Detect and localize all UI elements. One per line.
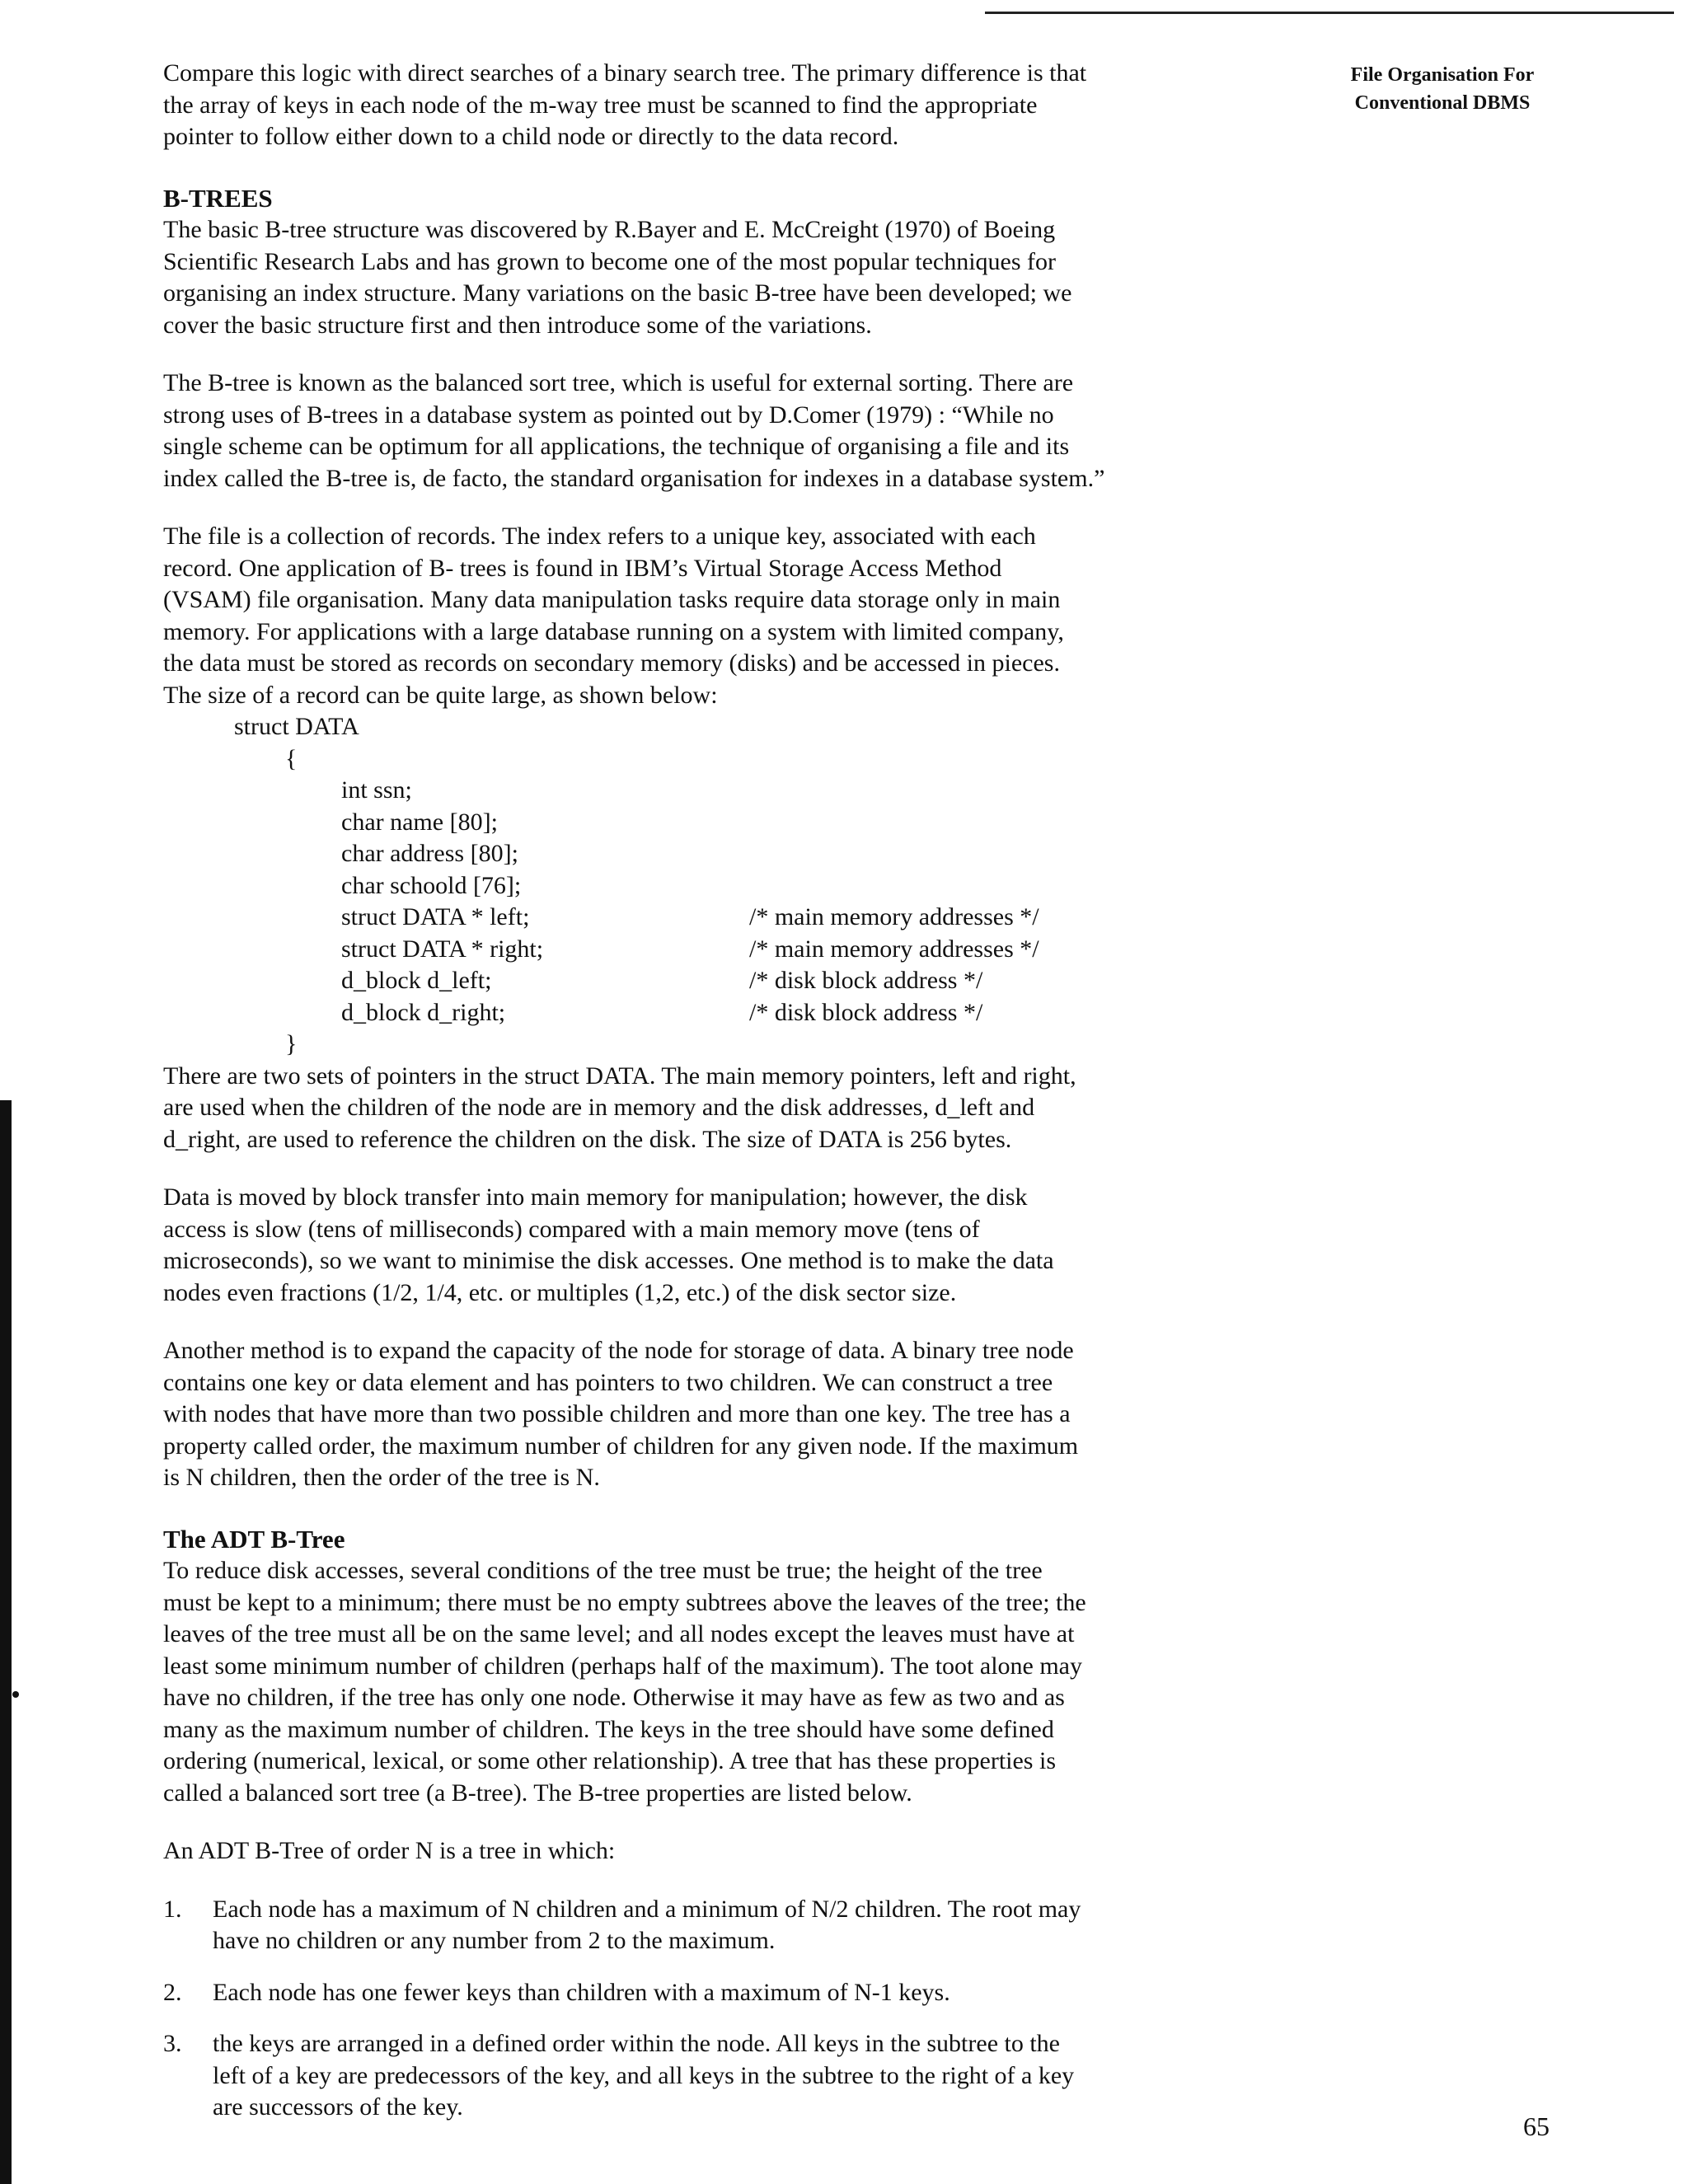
text-line: memory. For applications with a large database running on a system with limited company, (163, 617, 1064, 645)
btree-properties-list (163, 1894, 1218, 2124)
text-line: To reduce disk accesses, several conditions of the tree must be true; the height of the tree (163, 1557, 1043, 1584)
text-line: organising an index structure. Many variations on the basic B-tree have been developed; we (163, 279, 1072, 307)
text-line: many as the maximum number of children. The keys in the tree should have some defined (163, 1715, 1054, 1743)
text-line: single scheme can be optimum for all applications, the technique of organising a file and its (163, 433, 1070, 460)
after-code-paragraph-2 (163, 1182, 1218, 1309)
scan-edge-bar (0, 1100, 12, 2184)
intro-paragraph (163, 58, 1218, 153)
code-decl: d_block d_right; (341, 998, 506, 1026)
text-line: is N children, then the order of the tree is N. (163, 1464, 600, 1491)
code-field (163, 775, 1218, 807)
text-line: The basic B-tree structure was discovered by R.Bayer and E. McCreight (1970) of Boeing (163, 216, 1056, 243)
text-line: are used when the children of the node are in memory and the disk addresses, d_left and (163, 1094, 1035, 1121)
text-line: cover the basic structure first and then introduce some of the variations. (163, 311, 872, 339)
code-field (163, 934, 1218, 966)
text-line: the array of keys in each node of the m-way tree must be scanned to find the appropriate (163, 91, 1038, 119)
running-header (1286, 61, 1599, 117)
list-item-number: 1. (163, 1895, 182, 1923)
text-line: Compare this logic with direct searches of a binary search tree. The primary difference is that (163, 59, 1087, 87)
section-heading-adt-btree: The ADT B-Tree (163, 1524, 345, 1554)
text-line: microseconds), so we want to minimise the disk accesses. One method is to make the data (163, 1247, 1054, 1274)
text-line: d_right, are used to reference the children on the disk. The size of DATA is 256 bytes. (163, 1125, 1012, 1153)
text-line: Data is moved by block transfer into main memory for manipulation; however, the disk (163, 1183, 1028, 1211)
text-line: the keys are arranged in a defined order within the node. All keys in the subtree to the (213, 2030, 1060, 2057)
text-line: have no children, if the tree has only one node. Otherwise it may have as few as two and as (163, 1684, 1065, 1711)
after-code-paragraph-3 (163, 1335, 1218, 1494)
code-comment: /* disk block address */ (749, 967, 983, 994)
code-close-brace: } (285, 1030, 298, 1057)
text-line: the data must be stored as records on secondary memory (disks) and be accessed in pieces. (163, 649, 1060, 677)
code-field (163, 870, 1218, 902)
running-header-line-2: Conventional DBMS (1354, 92, 1531, 114)
code-decl: char schoold [76]; (341, 871, 522, 899)
running-header-line-1: File Organisation For (1350, 64, 1535, 86)
text-line: Scientific Research Labs and has grown to become one of the most popular techniques for (163, 247, 1057, 275)
text-line: ordering (numerical, lexical, or some other relationship). A tree that has these properties is (163, 1747, 1056, 1774)
text-line: have no children or any number from 2 to the maximum. (213, 1927, 776, 1954)
code-comment: /* main memory addresses */ (749, 935, 1039, 963)
btrees-paragraph-2 (163, 368, 1218, 494)
text-line: The size of a record can be quite large, as shown below: (163, 681, 718, 709)
code-comment: /* main memory addresses */ (749, 903, 1039, 930)
code-field (163, 965, 1218, 997)
code-field (163, 997, 1218, 1029)
text-line: The B-tree is known as the balanced sort tree, which is useful for external sorting. There are (163, 369, 1074, 396)
text-line: with nodes that have more than two possible children and more than one key. The tree has a (163, 1400, 1071, 1427)
code-decl: d_block d_left; (341, 967, 492, 994)
code-open-brace: { (285, 744, 298, 772)
code-listing (163, 711, 1218, 1061)
section-heading-btrees: B-TREES (163, 183, 273, 213)
code-struct-line: struct DATA (234, 713, 359, 740)
code-field (163, 902, 1218, 934)
text-line: least some minimum number of children (perhaps half of the maximum). The toot alone may (163, 1652, 1082, 1680)
text-line: The file is a collection of records. The index refers to a unique key, associated with each (163, 523, 1036, 550)
text-line: record. One application of B- trees is found in IBM’s Virtual Storage Access Method (163, 554, 1002, 582)
text-line: strong uses of B-trees in a database system as pointed out by D.Comer (1979) : “While no (163, 401, 1054, 429)
top-rule (985, 12, 1674, 14)
code-field (163, 807, 1218, 839)
code-decl: struct DATA * left; (341, 903, 530, 930)
text-line: index called the B-tree is, de facto, the standard organisation for indexes in a database system.” (163, 464, 1105, 492)
code-decl: int ssn; (341, 776, 412, 804)
text-line: contains one key or data element and has pointers to two children. We can construct a tree (163, 1368, 1053, 1396)
text-line: property called order, the maximum number of children for any given node. If the maximum (163, 1432, 1079, 1460)
text-line: left of a key are predecessors of the key, and all keys in the subtree to the right of a key (213, 2061, 1075, 2089)
page-body (163, 58, 1218, 2124)
list-item (163, 1894, 1218, 1957)
text-line: (VSAM) file organisation. Many data manipulation tasks require data storage only in main (163, 586, 1061, 613)
text-line: Another method is to expand the capacity of the node for storage of data. A binary tree node (163, 1337, 1074, 1364)
code-decl: char name [80]; (341, 808, 498, 836)
adt-paragraph-2 (163, 1835, 1218, 1868)
text-line: called a balanced sort tree (a B-tree). The B-tree properties are listed below. (163, 1779, 912, 1807)
code-decl: char address [80]; (341, 840, 518, 867)
list-item-number: 3. (163, 2030, 182, 2057)
btrees-paragraph-3 (163, 521, 1218, 711)
text-line: Each node has a maximum of N children and a minimum of N/2 children. The root may (213, 1895, 1081, 1923)
text-line: Each node has one fewer keys than children with a maximum of N-1 keys. (213, 1978, 950, 2006)
code-comment: /* disk block address */ (749, 998, 983, 1026)
text-line: leaves of the tree must all be on the same level; and all nodes except the leaves must have at (163, 1620, 1075, 1647)
page-number: 65 (1523, 2111, 1550, 2141)
btrees-paragraph-1 (163, 214, 1218, 341)
code-decl: struct DATA * right; (341, 935, 544, 963)
text-line: An ADT B-Tree of order N is a tree in which: (163, 1837, 616, 1864)
text-line: must be kept to a minimum; there must be no empty subtrees above the leaves of the tree; the (163, 1588, 1086, 1616)
text-line: are successors of the key. (213, 2093, 463, 2121)
code-field (163, 838, 1218, 870)
margin-dot (12, 1691, 19, 1698)
list-item (163, 1977, 1218, 2009)
text-line: pointer to follow either down to a child node or directly to the data record. (163, 123, 899, 150)
text-line: There are two sets of pointers in the struct DATA. The main memory pointers, left and right, (163, 1062, 1076, 1090)
text-line: access is slow (tens of milliseconds) compared with a main memory move (tens of (163, 1215, 980, 1243)
list-item (163, 2028, 1218, 2124)
after-code-paragraph-1 (163, 1061, 1218, 1156)
adt-paragraph-1 (163, 1555, 1218, 1809)
text-line: nodes even fractions (1/2, 1/4, etc. or multiples (1,2, etc.) of the disk sector size. (163, 1278, 957, 1306)
list-item-number: 2. (163, 1978, 182, 2006)
